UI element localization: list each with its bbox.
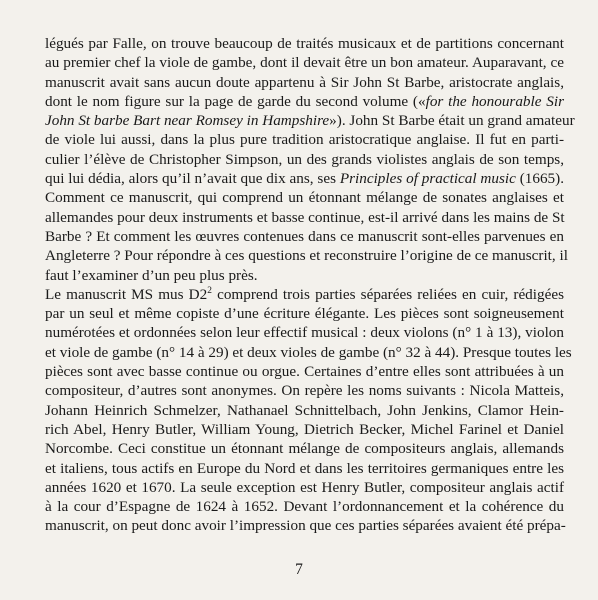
body-text — [45, 34, 575, 536]
text-span: dont le nom figure sur la page de garde du second volume (« — [45, 92, 426, 110]
text-line: et viole de gambe (n° 14 à 29) et deux violes de gambe (n° 32 à 44). Presque toutes les — [45, 343, 572, 361]
page-number: 7 — [295, 561, 303, 578]
text-line — [45, 92, 564, 111]
text-line: faut l’examiner d’un peu plus près. — [45, 266, 258, 284]
footnote-marker: 2 — [207, 285, 212, 296]
text-line: années 1620 et 1670. La seule exception est Henry Butler, compositeur anglais actif — [45, 478, 564, 496]
book-title: Principles of practical music — [339, 170, 516, 188]
text-line: légués par Falle, on trouve beaucoup de traités musicaux et de partitions concernant — [45, 35, 564, 52]
text-line: au premier chef la viole de gambe, dont il devait être un bon amateur. Auparavant, ce — [45, 54, 564, 72]
text-line: Barbe ? Et comment les œuvres contenues dans ce manuscrit sont-elles parvenues en — [45, 227, 564, 245]
text-line: par un seul et même copiste d’une écriture élégante. Les pièces sont soigneusement — [45, 305, 564, 323]
text-line: manuscrit, on peut donc avoir l’impression que ces parties séparées avaient été prépa- — [45, 517, 566, 535]
italic-quote: John St barbe Bart near Romsey in Hampshire — [45, 112, 330, 130]
text-line: de viole lui aussi, dans la plus pure tradition aristocratique anglaise. Il fut en parti- — [45, 131, 564, 149]
text-line: Comment ce manuscrit, qui comprend un étonnant mélange de sonates anglaises et — [45, 189, 564, 207]
text-line: Angleterre ? Pour répondre à ces questions et reconstruire l’origine de ce manuscrit, il — [45, 247, 568, 265]
text-line: rich Abel, Henry Butler, William Young, Dietrich Becker, Michel Farinel et Daniel — [45, 420, 564, 438]
text-line: à la cour d’Espagne de 1624 à 1652. Devant l’ordonnancement et la cohérence du — [45, 498, 564, 516]
text-span: (1665). — [515, 170, 565, 188]
text-line: culier l’élève de Christopher Simpson, un des grands violistes anglais de son temps, — [45, 150, 564, 168]
text-span: comprend trois parties séparées reliées en cuir, rédigées — [211, 285, 564, 303]
text-line: manuscrit avait sans aucun doute appartenu à Sir John St Barbe, aristocrate anglais, — [45, 73, 564, 91]
text-line: pièces sont avec basse continue ou orgue. Certaines d’entre elles sont attribuées à un — [45, 363, 564, 381]
text-span: »). John St Barbe était un grand amateur — [329, 112, 575, 130]
text-span: qui lui dédia, alors qu’il n’avait que dix ans, ses — [45, 170, 340, 188]
text-line: compositeur, d’autres sont anonymes. On repère les noms suivants : Nicola Matteis, — [45, 382, 564, 400]
text-line — [45, 285, 564, 304]
text-line — [45, 169, 564, 188]
text-line: Norcombe. Ceci constitue un étonnant mélange de compositeurs anglais, allemands — [45, 440, 564, 458]
italic-quote: for the honourable Sir — [425, 92, 565, 110]
text-line: numérotées et ordonnées selon leur effectif musical : deux violons (n° 1 à 13), violon — [45, 324, 564, 342]
text-line: et italiens, tous actifs en Europe du Nord et dans les territoires germaniques entre les — [45, 459, 564, 477]
text-line — [45, 111, 575, 130]
text-span: Le manuscrit MS mus D2 — [45, 285, 208, 303]
text-line: allemandes pour deux instruments et basse continue, est-il arrivé dans les mains de St — [45, 208, 565, 226]
text-line: Johann Heinrich Schmelzer, Nathanael Schnittelbach, John Jenkins, Clamor Hein- — [45, 401, 564, 419]
